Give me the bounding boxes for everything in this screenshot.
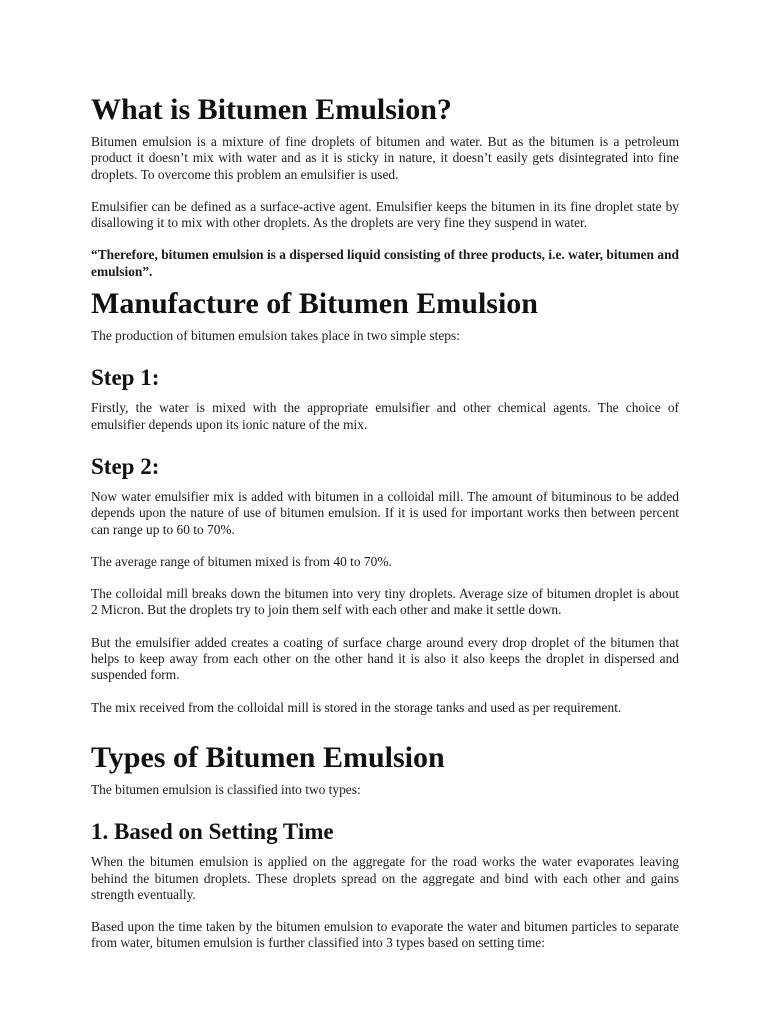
paragraph-setting-classification: Based upon the time taken by the bitumen emulsion to evaporate the water and bitumen particles to separate from water, bitumen emulsion is further classified into 3 types based on setting time: [91, 919, 679, 951]
quote-dispersed-liquid: “Therefore, bitumen emulsion is a dispersed liquid consisting of three products, i.e. water, bitumen and emulsion”. [91, 247, 679, 279]
heading-step-1: Step 1: [91, 365, 160, 391]
heading-types: Types of Bitumen Emulsion [91, 740, 445, 774]
heading-setting-time: 1. Based on Setting Time [91, 819, 334, 845]
paragraph-colloidal-mill: The colloidal mill breaks down the bitumen into very tiny droplets. Average size of bitumen droplet is about 2 Micron. But the droplets try to join them self with each other and make it settle down. [91, 586, 679, 618]
paragraph-emulsifier: Emulsifier can be defined as a surface-active agent. Emulsifier keeps the bitumen in its fine droplet state by disallowing it to mix with other droplets. As the droplets are very fine they suspend in water. [91, 198, 679, 231]
paragraph-storage: The mix received from the colloidal mill is stored in the storage tanks and used as per requirement. [91, 699, 622, 715]
paragraph-types-intro: The bitumen emulsion is classified into two types: [91, 781, 361, 797]
paragraph-average-range: The average range of bitumen mixed is from 40 to 70%. [91, 553, 392, 569]
paragraph-step-1: Firstly, the water is mixed with the appropriate emulsifier and other chemical agents. The choice of emulsifier depends upon its ionic nature of the mix. [91, 400, 679, 432]
paragraph-setting-time: When the bitumen emulsion is applied on the aggregate for the road works the water evaporates leaving behind the bitumen droplets. These droplets spread on the aggregate and bind with each other and gains strength eventually. [91, 854, 679, 902]
paragraph-step-2-mixing: Now water emulsifier mix is added with bitumen in a colloidal mill. The amount of bituminous to be added depends upon the nature of use of bitumen emulsion. If it is used for important works then between percent can range up to 60 to 70%. [91, 488, 679, 537]
paragraph-surface-charge: But the emulsifier added creates a coating of surface charge around every drop droplet of the bitumen that helps to keep away from each other on the other hand it is also it also keeps the droplet in dispersed and suspended form. [91, 634, 679, 683]
paragraph-manufacture-intro: The production of bitumen emulsion takes place in two simple steps: [91, 328, 460, 344]
heading-step-2: Step 2: [91, 453, 160, 479]
paragraph-definition: Bitumen emulsion is a mixture of fine droplets of bitumen and water. But as the bitumen is a petroleum product it doesn’t mix with water and as it is sticky in nature, it doesn’t easily gets disintegrated into fine droplets. To overcome this problem an emulsifier is used. [91, 134, 679, 182]
heading-what-is-bitumen-emulsion: What is Bitumen Emulsion? [91, 93, 452, 126]
heading-manufacture: Manufacture of Bitumen Emulsion [91, 287, 538, 321]
